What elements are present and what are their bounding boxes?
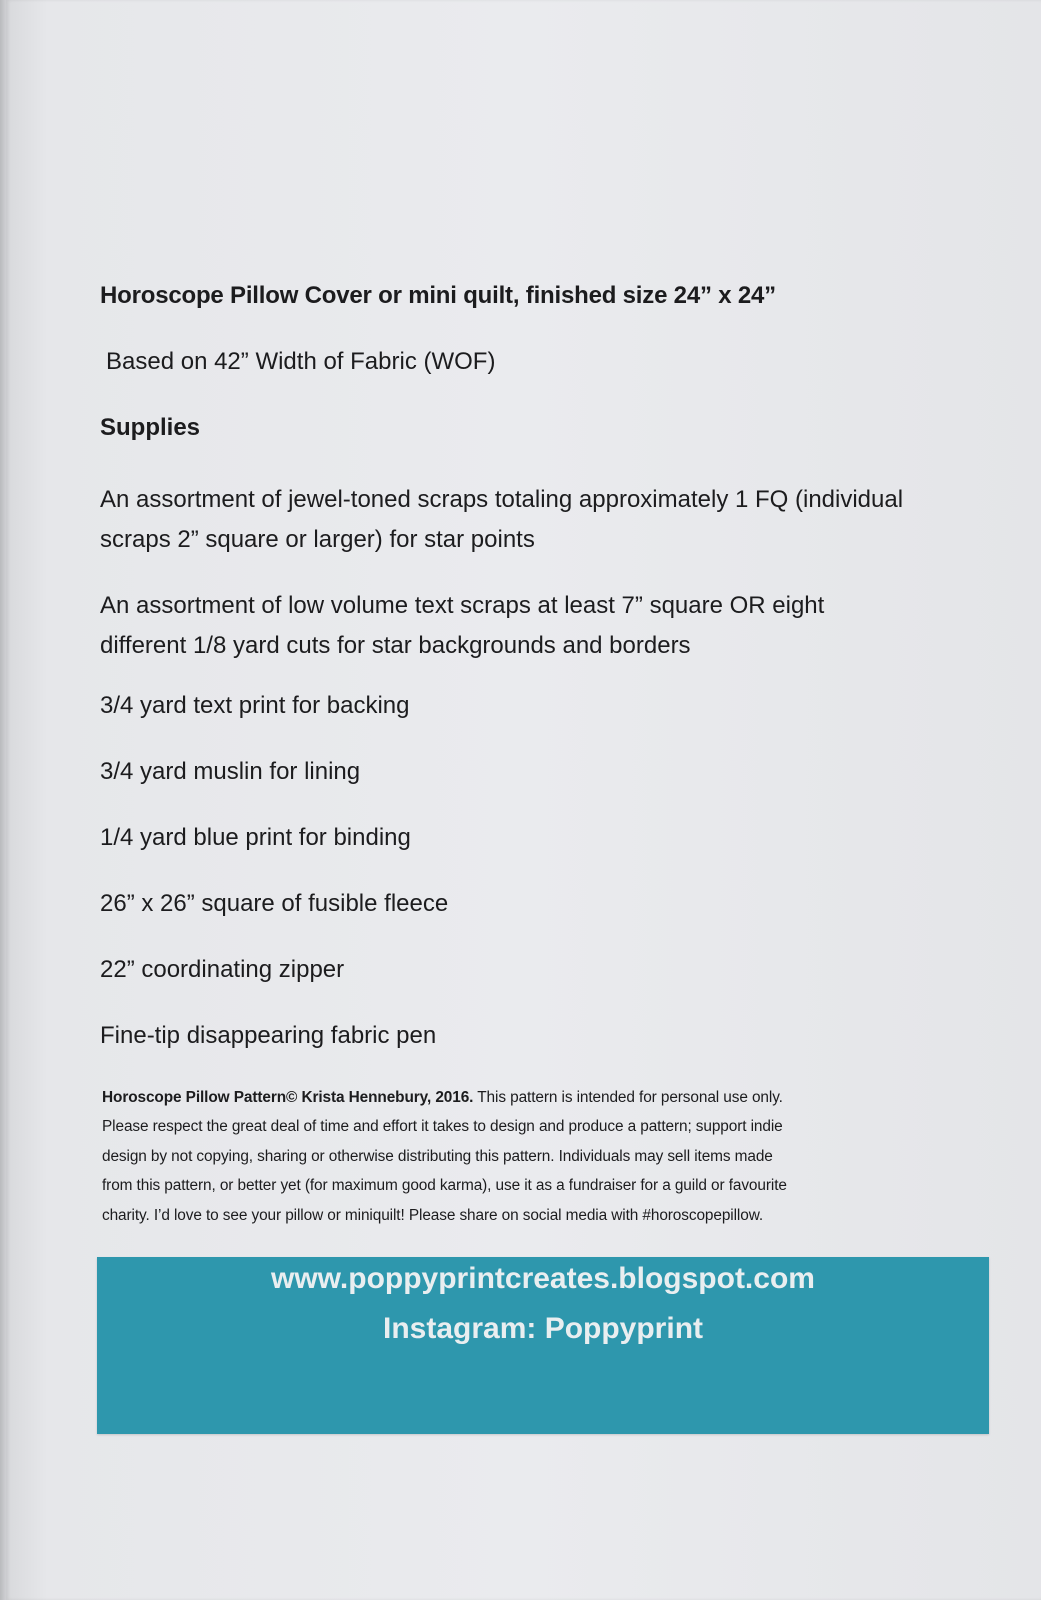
supply-item-line: different 1/8 yard cuts for star backgrounds and borders (100, 632, 691, 659)
supply-item-line: scraps 2” square or larger) for star points (100, 526, 535, 553)
supply-item (100, 686, 1000, 726)
supply-item (100, 586, 1000, 666)
website-link[interactable]: www.poppyprintcreates.blogspot.com (271, 1262, 815, 1295)
instagram-handle: Instagram: Poppyprint (382, 1312, 704, 1345)
notice-text: This pattern is intended for personal use only. (473, 1089, 783, 1106)
supply-item-line: 1/4 yard blue print for binding (100, 824, 411, 851)
notice-line: from this pattern, or better yet (for maximum good karma), use it as a fundraiser for a guild or favourite (102, 1177, 787, 1195)
supply-item (100, 950, 1000, 990)
supply-item-line: 3/4 yard muslin for lining (100, 758, 361, 785)
supply-item-line: An assortment of low volume text scraps at least 7” square OR eight (100, 592, 825, 619)
supply-item-line: Fine-tip disappearing fabric pen (100, 1022, 437, 1049)
supply-item-line: 26” x 26” square of fusible fleece (100, 890, 449, 917)
supply-item (100, 480, 1000, 560)
contact-banner (97, 1257, 989, 1434)
pattern-title: Horoscope Pillow Cover or mini quilt, finished size 24” x 24” (100, 282, 776, 309)
copyright-notice (102, 1083, 992, 1230)
supply-item (100, 818, 1000, 858)
copyright-statement: Horoscope Pillow Pattern© Krista Hennebury, 2016. (102, 1089, 474, 1106)
supply-item-line: 22” coordinating zipper (100, 956, 345, 983)
notice-line: charity. I’d love to see your pillow or miniquilt! Please share on social media with #horoscopepillow. (102, 1206, 764, 1224)
fabric-width-basis: Based on 42” Width of Fabric (WOF) (106, 348, 496, 375)
supply-item-line: An assortment of jewel-toned scraps totaling approximately 1 FQ (individual (100, 486, 904, 513)
notice-line (102, 1083, 992, 1112)
supplies-heading: Supplies (100, 414, 201, 441)
supply-item (100, 884, 1000, 924)
supply-item (100, 1016, 1000, 1056)
supply-item (100, 752, 1000, 792)
notice-line: design by not copying, sharing or otherwise distributing this pattern. Individuals may sell items made (102, 1147, 773, 1165)
supply-item-line: 3/4 yard text print for backing (100, 692, 410, 719)
notice-line: Please respect the great deal of time and effort it takes to design and produce a pattern; support indie (102, 1118, 783, 1136)
